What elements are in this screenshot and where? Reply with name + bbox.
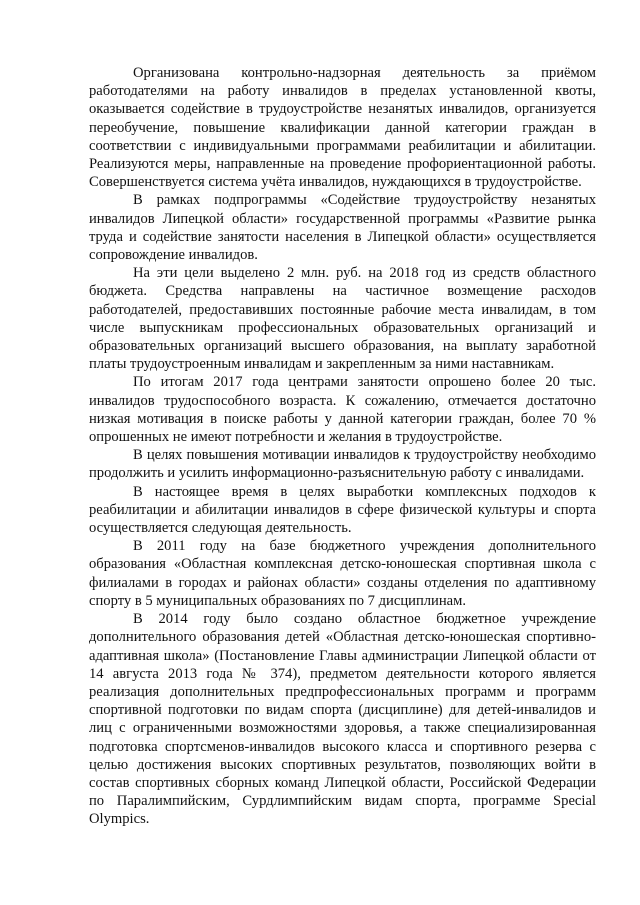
paragraph-2014-adaptive-school: В 2014 году было создано областное бюджетное учреждение дополнительного образования детей «Областная детско-юношеская спортивно-адаптивная школа» (Постановление Главы администрации Липецкой области от 14 августа 2013 года № 374), предметом деятельности которого является реализация дополнительных предпрофессиональных программ и программ спортивной подготовки по видам спорта (дисциплине) для детей-инвалидов и лиц с ограниченными возможностями здоровья, а также специализированная подготовка спортсменов-инвалидов высокого класса и спортивного резерва с целью достижения высоких спортивных результатов, позволяющих войти в состав спортивных сборных команд Липецкой области, Российской Федерации по Паралимпийским, Сурдлимпийским видам спорта, программе Special Olympics.: [89, 611, 596, 828]
paragraph-quota-supervision: Организована контрольно-надзорная деятельность за приёмом работодателями на работу инвалидов в пределах установленной квоты, оказывается содействие в трудоустройстве незанятых инвалидов, организуется переобучение, повышение квалификации данной категории граждан в соответствии с индивидуальными программами реабилитации и абилитации. Реализуются меры, направленные на проведение профориентационной работы. Совершенствуется система учёта инвалидов, нуждающихся в трудоустройстве.: [89, 65, 596, 191]
paragraph-sports-approach: В настоящее время в целях выработки комплексных подходов к реабилитации и абилитации инвалидов в сфере физической культуры и спорта осуществляется следующая деятельность.: [89, 483, 596, 537]
paragraph-budget-funding: На эти цели выделено 2 млн. руб. на 2018 год из средств областного бюджета. Средства направлены на частичное возмещение расходов работодателей, предоставивших постоянные рабочие места инвалидам, в том числе выпускникам профессиональных образовательных организаций и образовательных организаций высшего образования, на выплату заработной платы трудоустроенным инвалидам и закрепленным за ними наставникам.: [89, 265, 596, 373]
paragraph-motivation: В целях повышения мотивации инвалидов к трудоустройству необходимо продолжить и усилить информационно-разъяснительную работу с инвалидами.: [89, 447, 596, 482]
paragraph-subprogram-support: В рамках подпрограммы «Содействие трудоустройству незанятых инвалидов Липецкой области» государственной программы «Развитие рынка труда и содействие занятости населения в Липецкой области» осуществляется сопровождение инвалидов.: [89, 192, 596, 264]
document-body: [89, 64, 596, 829]
paragraph-2011-sports-school: В 2011 году на базе бюджетного учреждения дополнительного образования «Областная комплексная детско-юношеская спортивная школа с филиалами в городах и районах области» созданы отделения по адаптивному спорту в 5 муниципальных образованиях по 7 дисциплинам.: [89, 538, 596, 609]
paragraph-survey-2017: По итогам 2017 года центрами занятости опрошено более 20 тыс. инвалидов трудоспособного возраста. К сожалению, отмечается достаточно низкая мотивация в поиске работы у данной категории граждан, более 70 % опрошенных не имеют потребности и желания в трудоустройстве.: [89, 374, 596, 446]
